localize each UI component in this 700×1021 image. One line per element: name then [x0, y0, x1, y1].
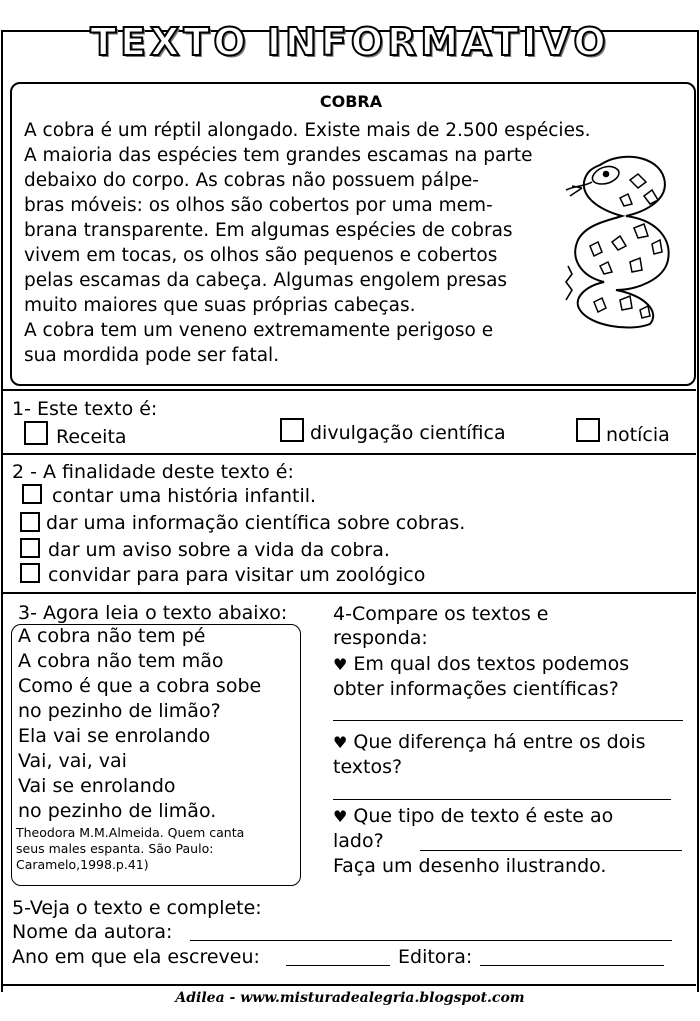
- reading-title: COBRA: [319, 92, 383, 111]
- divider: [2, 389, 696, 391]
- q1-option-label: divulgação científica: [310, 422, 506, 444]
- reading-line: A cobra tem um veneno extremamente perigoso e: [24, 320, 494, 341]
- poem-line: Como é que a cobra sobe: [18, 675, 262, 697]
- heart-icon: ♥: [333, 807, 348, 826]
- q4-prompt-line: 4-Compare os textos e: [333, 603, 549, 625]
- poem-line: Vai, vai, vai: [18, 750, 127, 772]
- answer-line[interactable]: [333, 720, 683, 721]
- reading-line: debaixo do corpo. As cobras não possuem pálpe-: [24, 170, 479, 191]
- divider: [2, 984, 696, 986]
- reading-line: muito maiores que suas próprias cabeças.: [24, 295, 416, 316]
- poem-line: A cobra não tem mão: [18, 650, 224, 672]
- q4-item-text: textos?: [333, 756, 403, 778]
- answer-line[interactable]: [420, 850, 682, 851]
- q5-prompt: 5-Veja o texto e complete:: [12, 897, 262, 919]
- q4-item-text: obter informações científicas?: [333, 678, 619, 700]
- reading-line: brana transparente. Em algumas espécies de cobras: [24, 220, 513, 241]
- poem-line: A cobra não tem pé: [18, 625, 206, 647]
- poem-line: no pezinho de limão?: [18, 700, 221, 722]
- q2-option-label: contar uma história infantil.: [52, 485, 317, 507]
- q4-item-1: [333, 652, 629, 701]
- checkbox-divulgacao-cientifica[interactable]: [280, 418, 304, 442]
- reading-line: vivem em tocas, os olhos são pequenos e cobertos: [24, 245, 498, 266]
- q4-item-text: lado?: [333, 830, 384, 852]
- page-title: TEXTO INFORMATIVO: [90, 20, 610, 64]
- q1-prompt: 1- Este texto é:: [12, 398, 158, 420]
- q4-prompt: [333, 602, 549, 650]
- checkbox-noticia[interactable]: [576, 418, 600, 442]
- poem-citation: [16, 825, 296, 873]
- author-answer-line[interactable]: [190, 940, 672, 941]
- q1-option-label: Receita: [56, 426, 127, 448]
- q4-extra: Faça um desenho ilustrando.: [333, 855, 607, 877]
- year-answer-line[interactable]: [286, 965, 390, 966]
- poem-line: Ela vai se enrolando: [18, 725, 211, 747]
- reading-line: A maioria das espécies tem grandes escamas na parte: [24, 145, 533, 166]
- poem-line: Vai se enrolando: [18, 775, 176, 797]
- heart-icon: ♥: [333, 733, 348, 752]
- poem-text: [18, 624, 261, 824]
- q4-item-3: [333, 804, 613, 853]
- checkbox-receita[interactable]: [24, 421, 48, 445]
- reading-line: bras móveis: os olhos são cobertos por uma mem-: [24, 195, 493, 216]
- q4-item-text: Em qual dos textos podemos: [353, 653, 630, 675]
- heart-icon: ♥: [333, 655, 348, 674]
- q2-option-label: convidar para para visitar um zoológico: [48, 564, 426, 586]
- q3-prompt: 3- Agora leia o texto abaixo:: [18, 602, 288, 624]
- q4-prompt-line: responda:: [333, 627, 428, 649]
- poem-line: no pezinho de limão.: [18, 800, 217, 822]
- divider: [2, 592, 696, 594]
- footer-credit: Adilea - www.misturadealegria.blogspot.com: [175, 990, 525, 1006]
- q4-item-2: [333, 730, 646, 779]
- reading-line: pelas escamas da cabeça. Algumas engolem presas: [24, 270, 508, 291]
- q5-year-label: Ano em que ela escreveu:: [12, 946, 260, 968]
- reading-line: sua mordida pode ser fatal.: [24, 345, 280, 366]
- checkbox-q2-option-4[interactable]: [20, 563, 40, 583]
- answer-line[interactable]: [333, 799, 671, 800]
- q5-author-label: Nome da autora:: [12, 921, 173, 943]
- divider: [2, 453, 696, 455]
- citation-line: Theodora M.M.Almeida. Quem canta: [16, 825, 245, 840]
- q2-prompt: 2 - A finalidade deste texto é:: [12, 461, 294, 483]
- checkbox-q2-option-2[interactable]: [20, 512, 40, 532]
- reading-line: A cobra é um réptil alongado. Existe mais de 2.500 espécies.: [24, 120, 591, 141]
- q2-option-label: dar um aviso sobre a vida da cobra.: [48, 539, 390, 561]
- citation-line: Caramelo,1998.p.41): [16, 857, 149, 872]
- publisher-answer-line[interactable]: [480, 965, 664, 966]
- checkbox-q2-option-3[interactable]: [20, 538, 40, 558]
- q1-option-label: notícia: [606, 424, 670, 446]
- checkbox-q2-option-1[interactable]: [22, 484, 42, 504]
- q5-publisher-label: Editora:: [398, 946, 473, 968]
- q2-option-label: dar uma informação científica sobre cobras.: [46, 512, 466, 534]
- citation-line: seus males espanta. São Paulo:: [16, 841, 214, 856]
- q4-item-text: Que diferença há entre os dois: [353, 731, 646, 753]
- q4-item-text: Que tipo de texto é este ao: [353, 805, 614, 827]
- reading-text: [24, 118, 590, 368]
- snake-illustration: [560, 150, 685, 330]
